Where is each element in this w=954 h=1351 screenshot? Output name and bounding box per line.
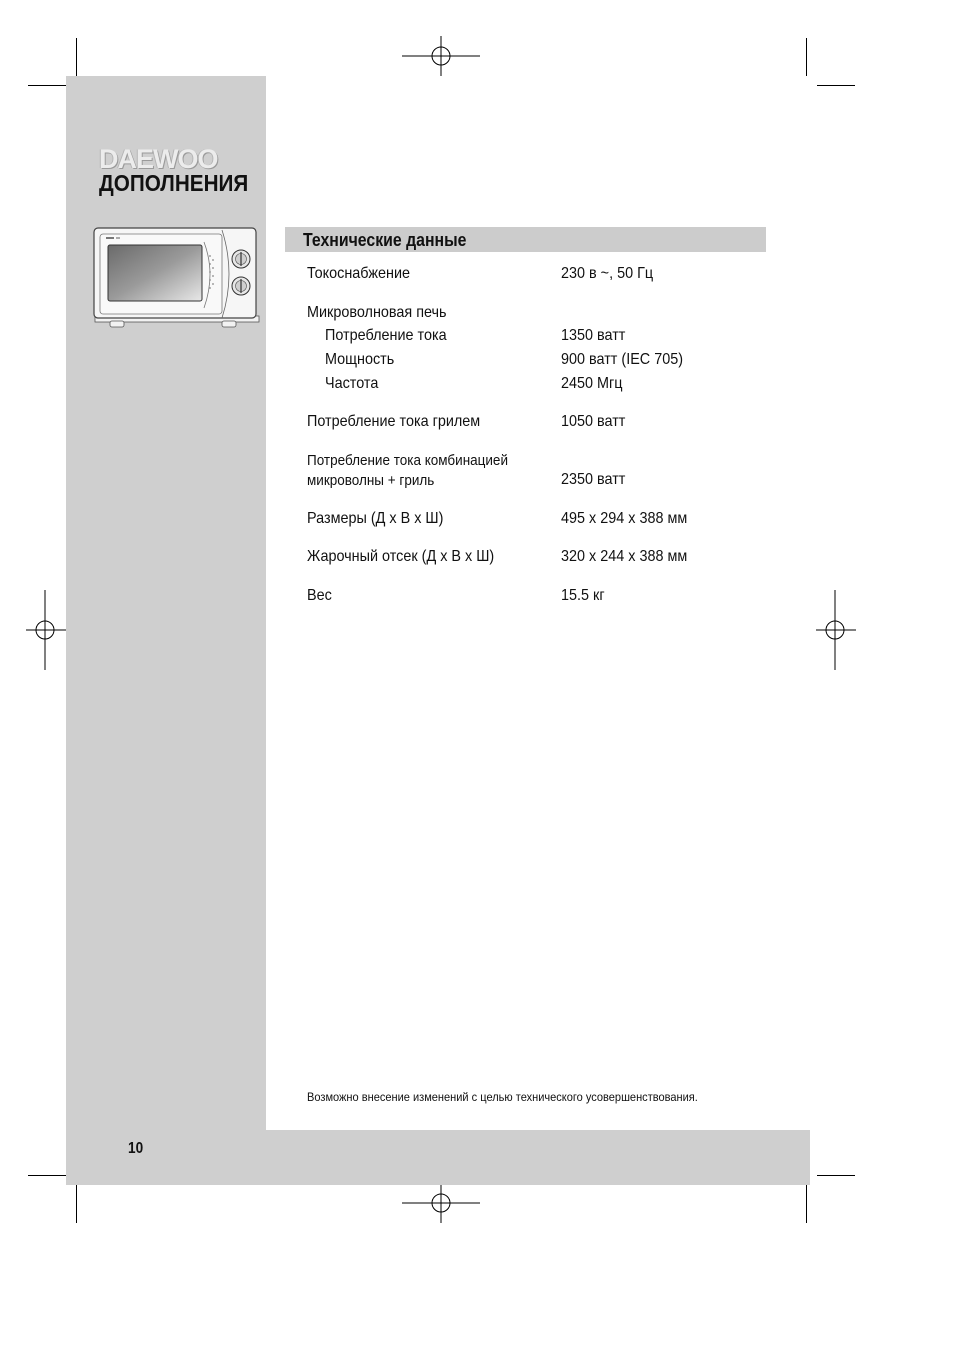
spec-label: Потребление тока грилем	[307, 413, 481, 430]
crop-mark	[817, 85, 855, 86]
spec-label: Размеры (Д х В х Ш)	[307, 510, 444, 527]
footnote: Возможно внесение изменений с целью технического усовершенствования.	[307, 1090, 698, 1104]
spec-label: Потребление тока комбинацией	[307, 452, 508, 469]
spec-value: 900 ватт (IEC 705)	[561, 351, 684, 368]
registration-mark	[400, 36, 482, 78]
spec-label: Вес	[307, 587, 332, 604]
crop-mark	[76, 38, 77, 76]
brand-logo: DAEWOO	[99, 144, 218, 174]
crop-mark	[28, 85, 66, 86]
crop-mark	[806, 38, 807, 76]
spec-label: Потребление тока	[325, 327, 447, 344]
spec-value: 495 х 294 х 388 мм	[561, 510, 688, 527]
registration-mark	[24, 590, 68, 670]
crop-mark	[28, 1175, 66, 1176]
spec-label: Частота	[325, 375, 379, 392]
registration-mark	[814, 590, 858, 670]
spec-value: 2450 Мгц	[561, 375, 623, 392]
crop-mark	[806, 1185, 807, 1223]
footer-band	[266, 1130, 810, 1185]
spec-value: 15.5 кг	[561, 587, 605, 604]
spec-value: 320 х 244 х 388 мм	[561, 548, 688, 565]
spec-value: 2350 ватт	[561, 471, 626, 488]
spec-label: Токоснабжение	[307, 265, 411, 282]
spec-label: микроволны + гриль	[307, 472, 435, 489]
spec-heading: Микроволновая печь	[307, 304, 447, 321]
page-number: 10	[128, 1140, 144, 1157]
crop-mark	[817, 1175, 855, 1176]
registration-mark	[400, 1183, 482, 1225]
spec-label: Мощность	[325, 351, 395, 368]
spec-value: 1350 ватт	[561, 327, 626, 344]
crop-mark	[76, 1185, 77, 1223]
section-header: Технические данные	[303, 230, 467, 250]
spec-value: 230 в ~, 50 Гц	[561, 265, 654, 282]
section-title: ДОПОЛНЕНИЯ	[99, 170, 249, 196]
microwave-oven-icon	[92, 226, 260, 330]
spec-label: Жарочный отсек (Д х В х Ш)	[307, 548, 495, 565]
spec-value: 1050 ватт	[561, 413, 626, 430]
